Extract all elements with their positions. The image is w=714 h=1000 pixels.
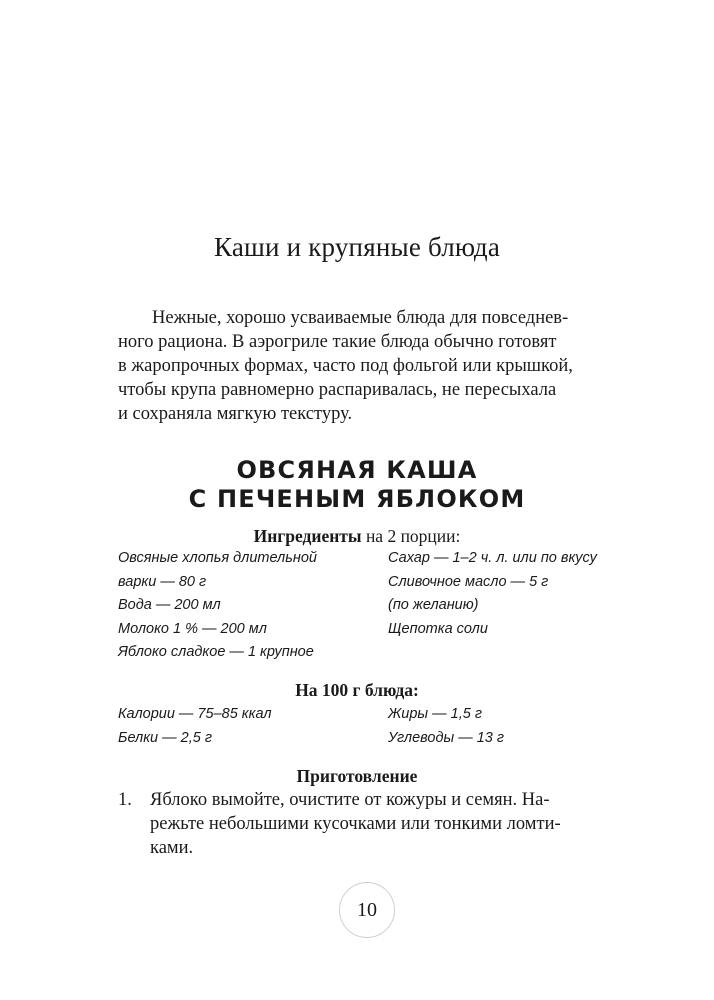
method-steps	[118, 788, 618, 860]
ingredients-label: Ингредиенты	[253, 526, 362, 546]
ingredients-heading	[0, 526, 714, 547]
recipe-title	[0, 456, 714, 514]
intro-line: и сохраняла мягкую текстуру.	[118, 404, 353, 424]
nutrition-label: На 100 г блюда:	[295, 680, 419, 700]
ingredient-item: Молоко 1 % — 200 мл	[118, 620, 267, 637]
recipe-title-line: ОВСЯНАЯ КАША	[236, 456, 478, 484]
step-line: режьте небольшими кусочками или тонкими ломти-	[150, 814, 561, 834]
intro-line: чтобы крупа равномерно распаривалась, не пересыхала	[118, 380, 557, 400]
intro-line: ного рациона. В аэрогриле такие блюда обычно готовят	[118, 332, 557, 352]
recipe-title-line: С ПЕЧЕНЫМ ЯБЛОКОМ	[188, 485, 526, 513]
nutrition-item: Калории — 75–85 ккал	[118, 706, 272, 722]
ingredient-item: Сливочное масло — 5 г	[388, 573, 549, 590]
method-heading	[0, 766, 714, 787]
intro-line: в жаропрочных формах, часто под фольгой или крышкой,	[118, 356, 573, 376]
nutrition-item: Жиры — 1,5 г	[388, 706, 482, 722]
intro-line: Нежные, хорошо усваиваемые блюда для повседнев-	[152, 308, 569, 328]
ingredient-item: Сахар — 1–2 ч. л. или по вкусу	[388, 550, 597, 566]
ingredient-item: Вода — 200 мл	[118, 597, 221, 613]
step-line: ками.	[150, 838, 194, 858]
ingredient-item: Овсяные хлопья длительной	[118, 550, 317, 566]
step-number: 1.	[118, 790, 132, 810]
step-line: Яблоко вымойте, очистите от кожуры и семян. На-	[150, 790, 550, 810]
section-intro	[118, 306, 618, 426]
ingredient-item: варки — 80 г	[118, 573, 207, 590]
ingredient-item: (по желанию)	[388, 597, 479, 613]
nutrition-heading	[0, 680, 714, 701]
ingredients-servings: на 2 порции:	[361, 526, 461, 546]
ingredients-list-right	[388, 547, 597, 641]
nutrition-list-right	[388, 703, 504, 750]
nutrition-item: Углеводы — 13 г	[388, 729, 505, 746]
nutrition-item: Белки — 2,5 г	[118, 729, 213, 746]
method-step	[118, 788, 618, 860]
page-number: 10	[339, 882, 395, 938]
nutrition-list-left	[118, 703, 272, 750]
ingredients-list-left	[118, 547, 317, 665]
method-label: Приготовление	[296, 766, 418, 786]
ingredient-item: Щепотка соли	[388, 620, 488, 637]
section-title: Каши и крупяные блюда	[213, 232, 501, 262]
ingredient-item: Яблоко сладкое — 1 крупное	[118, 644, 314, 660]
